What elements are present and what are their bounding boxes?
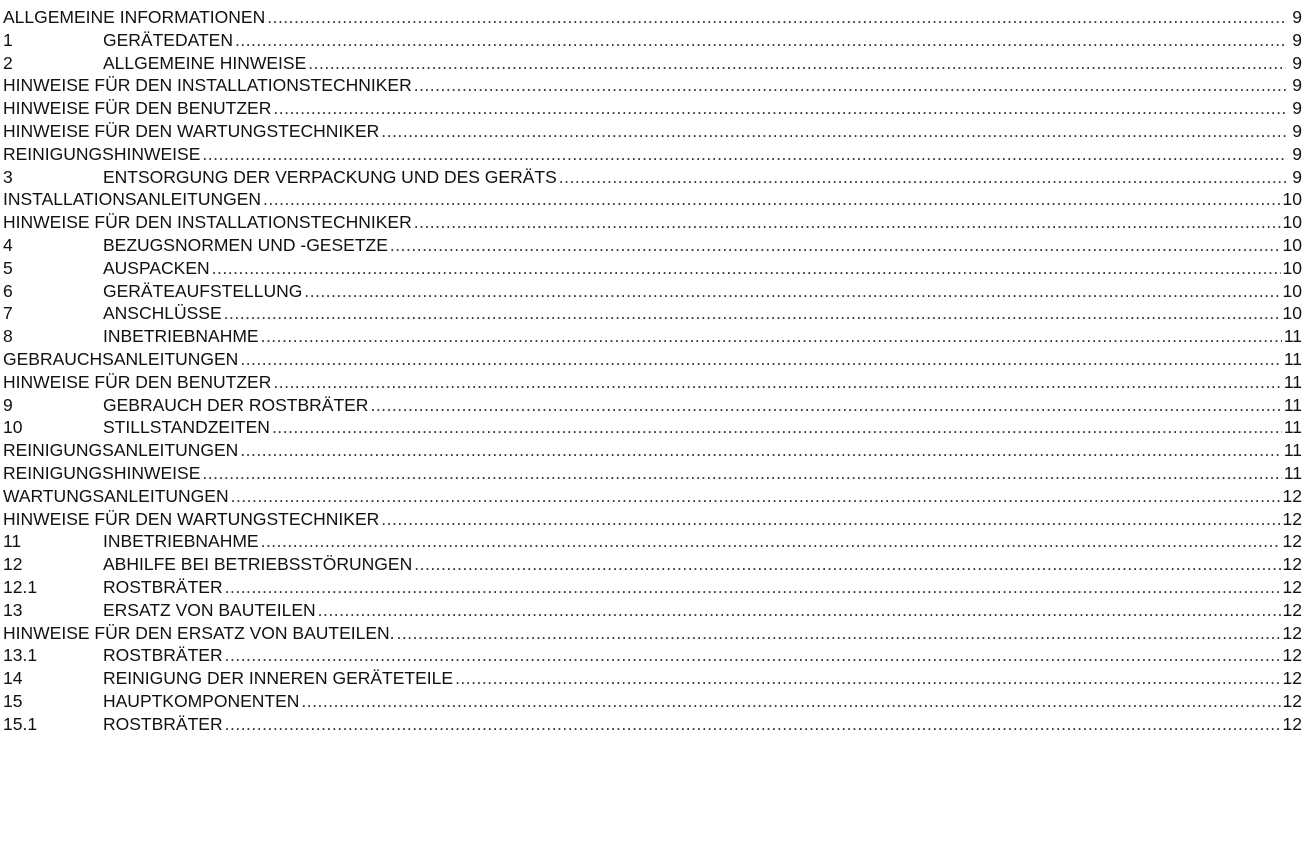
dot-leader	[308, 52, 1286, 75]
toc-entry-number: 11	[3, 531, 22, 552]
toc-entry-page-number: 9	[1292, 29, 1302, 50]
toc-entry-page-number: 12	[1282, 645, 1302, 666]
toc-entry-page-number: 9	[1292, 143, 1302, 164]
toc-entry-page-number: 9	[1292, 166, 1302, 187]
toc-entry-page-number: 9	[1292, 7, 1302, 27]
toc-entry[interactable]	[3, 52, 1302, 75]
toc-entry-title: HINWEISE FÜR DEN INSTALLATIONSTECHNIKER	[3, 75, 412, 96]
toc-entry-title: REINIGUNG DER INNEREN GERÄTETEILE	[103, 668, 454, 689]
toc-entry-number: 9	[3, 394, 13, 415]
toc-entry-number: 12	[3, 554, 23, 575]
toc-entry[interactable]	[3, 74, 1302, 97]
dot-leader	[318, 599, 1281, 622]
toc-entry[interactable]	[3, 508, 1302, 531]
toc-entry-page-number: 12	[1282, 668, 1302, 689]
dot-leader	[273, 97, 1286, 120]
dot-leader	[212, 257, 1281, 280]
toc-entry-number: 5	[3, 257, 13, 278]
dot-leader	[225, 576, 1281, 599]
toc-entry[interactable]	[3, 188, 1302, 211]
toc-entry-title: GEBRAUCHSANLEITUNGEN	[3, 348, 239, 369]
toc-entry-number: 15.1	[3, 713, 38, 734]
toc-entry-page-number: 9	[1292, 52, 1302, 73]
toc-entry-page-number: 9	[1292, 120, 1302, 141]
toc-entry-page-number: 11	[1283, 348, 1302, 369]
toc-entry-title: ALLGEMEINE HINWEISE	[103, 52, 307, 73]
toc-entry-title: REINIGUNGSHINWEISE	[3, 143, 201, 164]
toc-entry-title: INBETRIEBNAHME	[103, 531, 259, 552]
dot-leader	[225, 644, 1281, 667]
toc-entry-page-number: 11	[1283, 394, 1302, 415]
toc-entry[interactable]	[3, 257, 1302, 280]
toc-entry-title: REINIGUNGSANLEITUNGEN	[3, 440, 239, 461]
toc-entry-title: ABHILFE BEI BETRIEBSSTÖRUNGEN	[103, 554, 413, 575]
dot-leader	[263, 188, 1281, 211]
toc-entry-title: BEZUGSNORMEN UND -GESETZE	[103, 234, 388, 255]
dot-leader	[224, 302, 1281, 325]
dot-leader	[390, 234, 1281, 257]
dot-leader	[381, 508, 1280, 531]
toc-entry-page-number: 11	[1283, 326, 1302, 347]
toc-entry-title: ROSTBRÄTER	[103, 713, 223, 734]
toc-entry-number: 14	[3, 668, 23, 689]
toc-entry-title: STILLSTANDZEITEN	[103, 417, 270, 438]
toc-entry[interactable]	[3, 462, 1302, 485]
toc-entry[interactable]	[3, 6, 1302, 29]
toc-entry-title: AUSPACKEN	[103, 257, 210, 278]
toc-entry-page-number: 12	[1282, 508, 1302, 529]
dot-leader	[301, 690, 1280, 713]
toc-entry-number: 7	[3, 303, 13, 324]
dot-leader	[559, 166, 1286, 189]
toc-entry-page-number: 11	[1283, 371, 1302, 392]
toc-entry-page-number: 11	[1283, 417, 1302, 438]
toc-entry-number: 8	[3, 326, 13, 347]
toc-entry-number: 4	[3, 234, 13, 255]
toc-entry-title: ANSCHLÜSSE	[103, 303, 222, 324]
dot-leader	[240, 439, 1282, 462]
toc-entry[interactable]	[3, 667, 1302, 690]
dot-leader	[231, 485, 1281, 508]
toc-entry[interactable]	[3, 120, 1302, 143]
toc-entry[interactable]	[3, 29, 1302, 52]
toc-entry[interactable]	[3, 302, 1302, 325]
toc-entry[interactable]	[3, 143, 1302, 166]
toc-entry-page-number: 11	[1283, 462, 1302, 483]
toc-entry[interactable]	[3, 97, 1302, 120]
dot-leader	[304, 280, 1280, 303]
toc-entry-page-number: 10	[1282, 212, 1302, 233]
toc-entry-title: INSTALLATIONSANLEITUNGEN	[3, 189, 262, 210]
dot-leader	[261, 325, 1282, 348]
toc-entry-page-number: 12	[1282, 554, 1302, 575]
toc-entry-title: HINWEISE FÜR DEN INSTALLATIONSTECHNIKER	[3, 212, 412, 233]
toc-entry-title: ROSTBRÄTER	[103, 645, 223, 666]
toc-entry-title: HAUPTKOMPONENTEN	[103, 690, 300, 711]
toc-entry-number: 2	[3, 52, 13, 73]
toc-entry-page-number: 10	[1282, 280, 1302, 301]
toc-entry[interactable]	[3, 211, 1302, 234]
toc-entry[interactable]	[3, 599, 1302, 622]
dot-leader	[370, 394, 1281, 417]
toc-entry[interactable]	[3, 576, 1302, 599]
dot-leader	[202, 462, 1281, 485]
toc-entry-title: GERÄTEAUFSTELLUNG	[103, 280, 303, 301]
toc-entry[interactable]	[3, 690, 1302, 713]
dot-leader	[381, 120, 1286, 143]
dot-leader	[414, 211, 1281, 234]
toc-entry[interactable]	[3, 644, 1302, 667]
toc-entry-page-number: 10	[1282, 189, 1302, 210]
toc-entry[interactable]	[3, 348, 1302, 371]
toc-entry-page-number: 12	[1282, 713, 1302, 734]
toc-entry[interactable]	[3, 530, 1302, 553]
dot-leader	[272, 416, 1282, 439]
toc-entry-page-number: 12	[1282, 485, 1302, 506]
dot-leader	[414, 553, 1280, 576]
toc-entry-page-number: 12	[1282, 622, 1302, 643]
toc-entry[interactable]	[3, 439, 1302, 462]
toc-entry-title: GERÄTEDATEN	[103, 29, 233, 50]
toc-entry-title: HINWEISE FÜR DEN BENUTZER	[3, 98, 272, 119]
toc-entry-page-number: 11	[1283, 440, 1302, 461]
toc-entry-number: 15	[3, 690, 23, 711]
toc-entry[interactable]	[3, 280, 1302, 303]
toc-entry[interactable]	[3, 394, 1302, 417]
dot-leader	[414, 74, 1286, 97]
toc-entry[interactable]	[3, 553, 1302, 576]
toc-entry[interactable]	[3, 325, 1302, 348]
dot-leader	[235, 29, 1286, 52]
toc-entry-number: 13	[3, 599, 23, 620]
dot-leader	[202, 143, 1286, 166]
toc-entry-title: INBETRIEBNAHME	[103, 326, 259, 347]
dot-leader	[397, 622, 1281, 645]
toc-entry-number: 1	[3, 29, 13, 50]
toc-entry-page-number: 12	[1282, 690, 1302, 711]
toc-entry-title: REINIGUNGSHINWEISE	[3, 462, 201, 483]
toc-entry-page-number: 9	[1292, 75, 1302, 96]
toc-entry-page-number: 9	[1292, 98, 1302, 119]
toc-entry-title: HINWEISE FÜR DEN WARTUNGSTECHNIKER	[3, 120, 380, 141]
toc-entry-number: 3	[3, 166, 13, 187]
toc-entry-page-number: 12	[1282, 531, 1302, 552]
dot-leader	[225, 713, 1281, 736]
dot-leader	[455, 667, 1280, 690]
toc-entry-page-number: 10	[1282, 257, 1302, 278]
toc-entry-number: 10	[3, 417, 23, 438]
toc-entry-title: HINWEISE FÜR DEN WARTUNGSTECHNIKER	[3, 508, 380, 529]
toc-entry-title: ROSTBRÄTER	[103, 576, 223, 597]
toc-entry[interactable]	[3, 416, 1302, 439]
toc-entry[interactable]	[3, 713, 1302, 736]
toc-entry-title: WARTUNGSANLEITUNGEN	[3, 485, 229, 506]
toc-entry-title: HINWEISE FÜR DEN BENUTZER	[3, 371, 272, 392]
dot-leader	[240, 348, 1282, 371]
toc-entry-title: GEBRAUCH DER ROSTBRÄTER	[103, 394, 369, 415]
toc-entry-title: ALLGEMEINE INFORMATIONEN	[3, 7, 266, 27]
toc-entry-title: ERSATZ VON BAUTEILEN	[103, 599, 316, 620]
toc-entry-title: HINWEISE FÜR DEN ERSATZ VON BAUTEILEN.	[3, 622, 395, 643]
dot-leader	[273, 371, 1281, 394]
toc-entry-page-number: 10	[1282, 303, 1302, 324]
toc-entry[interactable]	[3, 234, 1302, 257]
toc-entry-number: 13.1	[3, 645, 38, 666]
toc-entry-number: 12.1	[3, 576, 38, 597]
dot-leader	[261, 530, 1281, 553]
toc-entry-page-number: 12	[1282, 599, 1302, 620]
toc-entry[interactable]	[3, 166, 1302, 189]
toc-entry-page-number: 12	[1282, 576, 1302, 597]
dot-leader	[267, 6, 1286, 29]
toc-entry[interactable]	[3, 485, 1302, 508]
toc-entry[interactable]	[3, 622, 1302, 645]
toc-entry-title: ENTSORGUNG DER VERPACKUNG UND DES GERÄTS	[103, 166, 557, 187]
toc-entry-number: 6	[3, 280, 13, 301]
toc-entry[interactable]	[3, 371, 1302, 394]
toc-entry-page-number: 10	[1282, 234, 1302, 255]
